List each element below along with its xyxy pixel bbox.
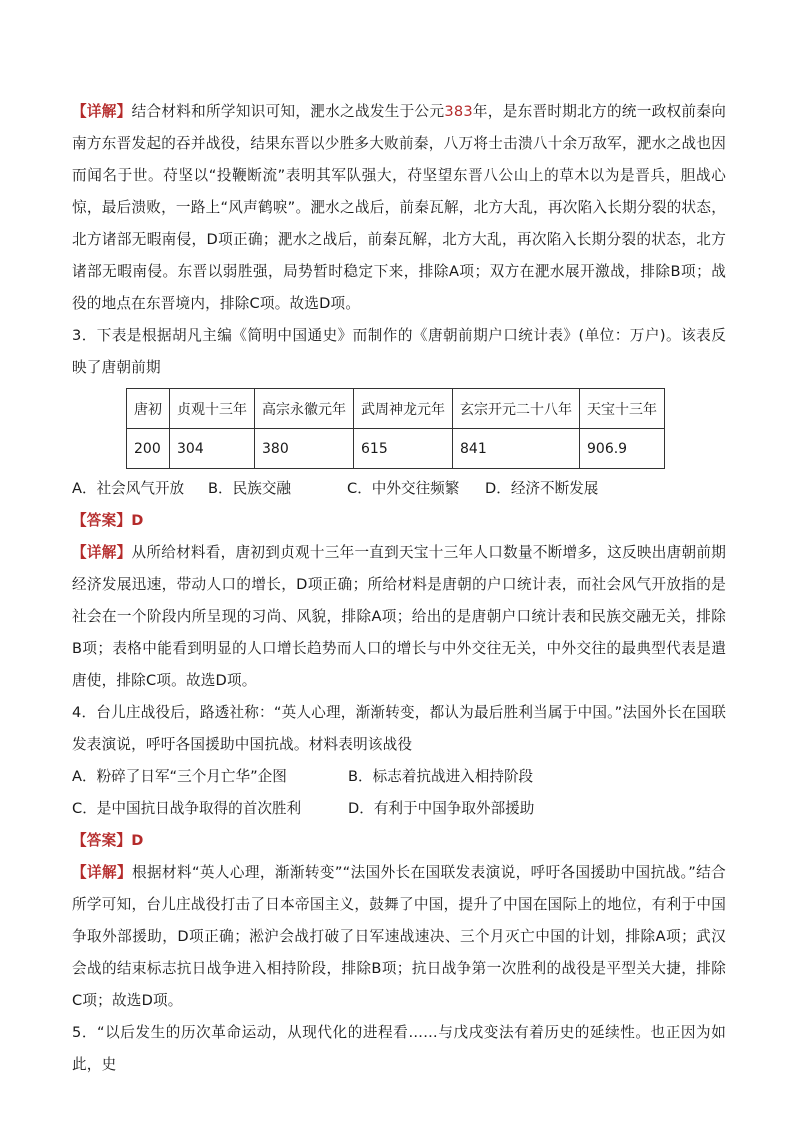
table-cell: 200	[127, 429, 170, 469]
document-page	[72, 96, 726, 1081]
option-a: A．社会风气开放	[72, 480, 185, 497]
answer-value: D	[131, 512, 144, 529]
detail-tag: 【详解】	[72, 544, 132, 561]
q3-options	[72, 473, 726, 505]
q4-detail: 【详解】根据材料“英人心理，渐渐转变”“法国外长在国联发表演说，呼吁各国援助中国抗战。”结合所学可知，台儿庄战役打击了日本帝国主义，鼓舞了中国，提升了中国在国际上的地位，有利于中国争取外部援助，D项正确；淞沪会战打破了日军速战速决、三个月灭亡中国的计划，排除A项；武汉会战的结束标志抗日战争进入相持阶段，排除B项；抗日战争第一次胜利的战役是平型关大捷，排除C项；故选D项。	[72, 864, 726, 1009]
table-header-cell: 贞观十三年	[170, 389, 255, 429]
answer-tag: 【答案】	[72, 512, 132, 529]
year-value: 383	[444, 103, 473, 120]
table-header-cell: 唐初	[127, 389, 170, 429]
q4-options-row-2	[72, 793, 726, 825]
q3-answer	[72, 505, 726, 537]
answer-tag: 【答案】	[72, 832, 132, 849]
q5-stem: 5．“以后发生的历次革命运动，从现代化的进程看……与戊戌变法有着历史的延续性。也正因为如此，史	[72, 1024, 726, 1073]
option-a: A．粉碎了日军“三个月亡华”企图	[72, 768, 287, 785]
option-c: C．中外交往频繁	[347, 480, 460, 497]
table-cell: 615	[354, 429, 453, 469]
population-table	[126, 388, 665, 469]
table-header-cell: 天宝十三年	[580, 389, 665, 429]
table-cell: 304	[170, 429, 255, 469]
table-header-cell: 武周神龙元年	[354, 389, 453, 429]
answer-value: D	[131, 832, 144, 849]
q4-answer	[72, 825, 726, 857]
table-cell: 906.9	[580, 429, 665, 469]
option-d: D．经济不断发展	[485, 480, 599, 497]
q4-stem: 4．台儿庄战役后，路透社称：“英人心理，渐渐转变，都认为最后胜利当属于中国。”法国外长在国联发表演说，呼吁各国援助中国抗战。材料表明该战役	[72, 704, 726, 753]
q4-options-row-1	[72, 761, 726, 793]
table-value-row	[127, 429, 665, 469]
detail-tag: 【详解】	[72, 864, 132, 881]
option-b: B．标志着抗战进入相持阶段	[348, 768, 534, 785]
table-header-cell: 高宗永徽元年	[255, 389, 354, 429]
q3-detail: 【详解】从所给材料看，唐初到贞观十三年一直到天宝十三年人口数量不断增多，这反映出唐朝前期经济发展迅速，带动人口的增长，D项正确；所给材料是唐朝的户口统计表，而社会风气开放指的是社会在一个阶段内所呈现的习尚、风貌，排除A项；给出的是唐朝户口统计表和民族交融无关，排除B项；表格中能看到明显的人口增长趋势而人口的增长与中外交往无关，中外交往的最典型代表是遣唐使，排除C项。故选D项。	[72, 544, 726, 689]
option-c: C．是中国抗日战争取得的首次胜利	[72, 800, 302, 817]
q3-stem: 3．下表是根据胡凡主编《简明中国通史》而制作的《唐朝前期户口统计表》(单位：万户)。该表反映了唐朝前期	[72, 327, 726, 376]
table-cell: 380	[255, 429, 354, 469]
q2-detail: 【详解】结合材料和所学知识可知，淝水之战发生于公元383年，是东晋时期北方的统一政权前秦向南方东晋发起的吞并战役，结果东晋以少胜多大败前秦，八万将士击溃八十余万敌军，淝水之战也因而闻名于世。苻坚以“投鞭断流”表明其军队强大，苻坚望东晋八公山上的草木以为是晋兵，胆战心惊，最后溃败，一路上“风声鹤唳”。淝水之战后，前秦瓦解，北方大乱，再次陷入长期分裂的状态，北方诸部无暇南侵，D项正确；淝水之战后，前秦瓦解，北方大乱，再次陷入长期分裂的状态，北方诸部无暇南侵。东晋以弱胜强，局势暂时稳定下来，排除A项；双方在淝水展开激战，排除B项；战役的地点在东晋境内，排除C项。故选D项。	[72, 103, 726, 312]
table-cell: 841	[453, 429, 580, 469]
detail-tag: 【详解】	[72, 103, 132, 120]
option-d: D．有利于中国争取外部援助	[348, 800, 535, 817]
table-header-cell: 玄宗开元二十八年	[453, 389, 580, 429]
table-header-row	[127, 389, 665, 429]
option-b: B．民族交融	[208, 480, 291, 497]
